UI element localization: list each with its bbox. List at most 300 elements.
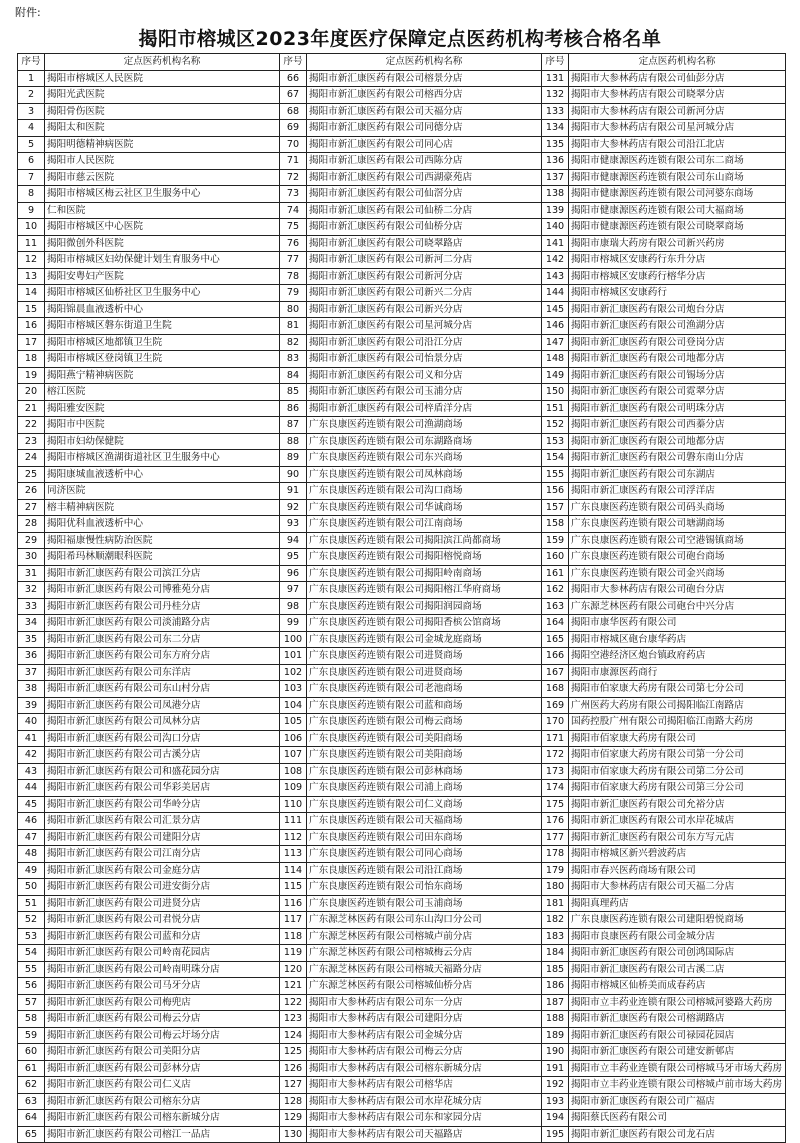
- institution-name: 广东良康医药连锁有限公司塘湖商场: [569, 516, 786, 533]
- row-number: 13: [18, 268, 45, 285]
- institution-name: 揭阳市新汇康医药有限公司明珠分店: [569, 400, 786, 417]
- institution-name: 广东良康医药连锁有限公司浦上商场: [307, 780, 542, 797]
- row-number: 127: [280, 1077, 307, 1094]
- institution-name: 揭阳市人民医院: [45, 153, 280, 170]
- row-number: 73: [280, 186, 307, 203]
- row-number: 77: [280, 252, 307, 269]
- institution-name: 揭阳市榕城区中心医院: [45, 219, 280, 236]
- row-number: 152: [542, 417, 569, 434]
- institution-name: 揭阳市大参林药店有限公司新河分店: [569, 103, 786, 120]
- row-number: 56: [18, 978, 45, 995]
- header-name: 定点医药机构名称: [45, 54, 280, 71]
- institution-name: 广东良康医药连锁有限公司仁义商场: [307, 796, 542, 813]
- row-number: 66: [280, 70, 307, 87]
- row-number: 10: [18, 219, 45, 236]
- row-number: 19: [18, 367, 45, 384]
- table-row: [18, 912, 786, 929]
- row-number: 75: [280, 219, 307, 236]
- institution-name: 广东良康医药连锁有限公司渔湖商场: [307, 417, 542, 434]
- institution-name: 广东良康医药连锁有限公司揭阳榕悦商场: [307, 549, 542, 566]
- row-number: 187: [542, 994, 569, 1011]
- row-number: 175: [542, 796, 569, 813]
- table-row: [18, 136, 786, 153]
- institution-name: 揭阳市新汇康医药有限公司蓝和分店: [45, 928, 280, 945]
- table-row: [18, 681, 786, 698]
- institution-name: 揭阳市新汇康医药有限公司玉浦分店: [307, 384, 542, 401]
- row-number: 142: [542, 252, 569, 269]
- institution-name: 广东良康医药连锁有限公司建阳碧悦商场: [569, 912, 786, 929]
- institution-name: 揭阳康城血液透析中心: [45, 466, 280, 483]
- row-number: 157: [542, 499, 569, 516]
- row-number: 3: [18, 103, 45, 120]
- institution-name: 揭阳市大参林药店有限公司东一分店: [307, 994, 542, 1011]
- row-number: 94: [280, 532, 307, 549]
- row-number: 20: [18, 384, 45, 401]
- row-number: 155: [542, 466, 569, 483]
- institution-name: 揭阳市大参林药店有限公司星河城分店: [569, 120, 786, 137]
- institution-name: 揭阳市春兴医药商场有限公司: [569, 862, 786, 879]
- institution-name: 揭阳市新汇康医药有限公司广福店: [569, 1093, 786, 1110]
- table-row: [18, 714, 786, 731]
- qualified-institutions-table: [17, 53, 786, 1143]
- row-number: 102: [280, 664, 307, 681]
- institution-name: 揭阳市榕城区安康药行: [569, 285, 786, 302]
- institution-name: 揭阳市健康源医药连锁有限公司晓翠商场: [569, 219, 786, 236]
- institution-name: 揭阳市新汇康医药有限公司东方府分店: [45, 648, 280, 665]
- table-row: [18, 384, 786, 401]
- row-number: 38: [18, 681, 45, 698]
- row-number: 137: [542, 169, 569, 186]
- table-row: [18, 697, 786, 714]
- row-number: 41: [18, 730, 45, 747]
- row-number: 113: [280, 846, 307, 863]
- institution-name: 广东良康医药连锁有限公司美阳商场: [307, 730, 542, 747]
- table-row: [18, 1060, 786, 1077]
- institution-name: 广东良康医药连锁有限公司东湖路商场: [307, 433, 542, 450]
- row-number: 85: [280, 384, 307, 401]
- row-number: 12: [18, 252, 45, 269]
- table-row: [18, 367, 786, 384]
- table-row: [18, 532, 786, 549]
- table-row: [18, 202, 786, 219]
- institution-name: 揭阳市新汇康医药有限公司新河二分店: [307, 252, 542, 269]
- table-row: [18, 994, 786, 1011]
- row-number: 118: [280, 928, 307, 945]
- row-number: 162: [542, 582, 569, 599]
- row-number: 32: [18, 582, 45, 599]
- row-number: 191: [542, 1060, 569, 1077]
- institution-name: 揭阳市新汇康医药有限公司登岗分店: [569, 334, 786, 351]
- table-row: [18, 648, 786, 665]
- row-number: 104: [280, 697, 307, 714]
- table-row: [18, 813, 786, 830]
- row-number: 45: [18, 796, 45, 813]
- institution-name: 揭阳市新汇康医药有限公司西陈分店: [307, 153, 542, 170]
- row-number: 136: [542, 153, 569, 170]
- row-number: 18: [18, 351, 45, 368]
- row-number: 141: [542, 235, 569, 252]
- row-number: 11: [18, 235, 45, 252]
- row-number: 114: [280, 862, 307, 879]
- row-number: 146: [542, 318, 569, 335]
- table-row: [18, 499, 786, 516]
- institution-name: 揭阳市佰家康大药房有限公司第一分公司: [569, 747, 786, 764]
- row-number: 166: [542, 648, 569, 665]
- table-row: [18, 1044, 786, 1061]
- institution-name: 揭阳市榕城区砲台康华药店: [569, 631, 786, 648]
- row-number: 14: [18, 285, 45, 302]
- institution-name: 揭阳市康源医药商行: [569, 664, 786, 681]
- institution-name: 揭阳市榕城区安康药行榕华分店: [569, 268, 786, 285]
- row-number: 117: [280, 912, 307, 929]
- institution-name: 揭阳市新汇康医药有限公司进贤分店: [45, 895, 280, 912]
- institution-name: 广东源芝林医药有限公司砲台中兴分店: [569, 598, 786, 615]
- row-number: 91: [280, 483, 307, 500]
- institution-name: 揭阳市健康源医药连锁有限公司东二商场: [569, 153, 786, 170]
- row-number: 173: [542, 763, 569, 780]
- institution-name: 揭阳市新汇康医药有限公司彭林分店: [45, 1060, 280, 1077]
- institution-name: 揭阳市新汇康医药有限公司仙滘分店: [307, 186, 542, 203]
- institution-name: 揭阳市佰家康大药房有限公司第二分公司: [569, 763, 786, 780]
- table-row: [18, 1077, 786, 1094]
- row-number: 129: [280, 1110, 307, 1127]
- institution-name: 揭阳空港经济区炮台镇政府药店: [569, 648, 786, 665]
- institution-name: 揭阳市新汇康医药有限公司东山村分店: [45, 681, 280, 698]
- institution-name: 揭阳市大参林药店有限公司晓翠分店: [569, 87, 786, 104]
- row-number: 82: [280, 334, 307, 351]
- table-row: [18, 598, 786, 615]
- institution-name: 广东良康医药连锁有限公司揭阳榕江华府商场: [307, 582, 542, 599]
- row-number: 64: [18, 1110, 45, 1127]
- institution-name: 广东良康医药连锁有限公司天福商场: [307, 813, 542, 830]
- row-number: 122: [280, 994, 307, 1011]
- row-number: 98: [280, 598, 307, 615]
- institution-name: 揭阳市新汇康医药有限公司建安新邨店: [569, 1044, 786, 1061]
- row-number: 164: [542, 615, 569, 632]
- institution-name: 揭阳市大参林药店有限公司榕东新城分店: [307, 1060, 542, 1077]
- table-row: [18, 1110, 786, 1127]
- row-number: 100: [280, 631, 307, 648]
- institution-name: 揭阳安粤妇产医院: [45, 268, 280, 285]
- institution-name: 广东良康医药连锁有限公司华诚商场: [307, 499, 542, 516]
- table-row: [18, 961, 786, 978]
- row-number: 108: [280, 763, 307, 780]
- institution-name: 广东良康医药连锁有限公司凤林商场: [307, 466, 542, 483]
- institution-name: 揭阳市新汇康医药有限公司江南分店: [45, 846, 280, 863]
- row-number: 178: [542, 846, 569, 863]
- institution-name: 揭阳市大参林药店有限公司榕华店: [307, 1077, 542, 1094]
- row-number: 116: [280, 895, 307, 912]
- institution-name: 揭阳市大参林药店有限公司沿江北店: [569, 136, 786, 153]
- institution-name: 揭阳市新汇康医药有限公司义和分店: [307, 367, 542, 384]
- row-number: 39: [18, 697, 45, 714]
- row-number: 67: [280, 87, 307, 104]
- row-number: 26: [18, 483, 45, 500]
- row-number: 120: [280, 961, 307, 978]
- row-number: 134: [542, 120, 569, 137]
- row-number: 49: [18, 862, 45, 879]
- institution-name: 广东良康医药连锁有限公司码头商场: [569, 499, 786, 516]
- institution-name: 揭阳市康华医药有限公司: [569, 615, 786, 632]
- row-number: 80: [280, 301, 307, 318]
- institution-name: 揭阳市新汇康医药有限公司和盛花园分店: [45, 763, 280, 780]
- institution-name: 广东源芝林医药有限公司榕城仙桥分店: [307, 978, 542, 995]
- table-row: [18, 169, 786, 186]
- row-number: 74: [280, 202, 307, 219]
- row-number: 107: [280, 747, 307, 764]
- row-number: 177: [542, 829, 569, 846]
- institution-name: 揭阳市榕城区妇幼保健计划生育服务中心: [45, 252, 280, 269]
- institution-name: 揭阳市新汇康医药有限公司水岸花城店: [569, 813, 786, 830]
- row-number: 24: [18, 450, 45, 467]
- row-number: 119: [280, 945, 307, 962]
- row-number: 144: [542, 285, 569, 302]
- row-number: 70: [280, 136, 307, 153]
- institution-name: 揭阳市新汇康医药有限公司新河分店: [307, 268, 542, 285]
- row-number: 59: [18, 1027, 45, 1044]
- table-row: [18, 1126, 786, 1143]
- institution-name: 广东良康医药连锁有限公司江南商场: [307, 516, 542, 533]
- institution-name: 揭阳市新汇康医药有限公司凤港分店: [45, 697, 280, 714]
- institution-name: 揭阳市新汇康医药有限公司岭南花园店: [45, 945, 280, 962]
- row-number: 42: [18, 747, 45, 764]
- institution-name: 揭阳市新汇康医药有限公司地都分店: [569, 351, 786, 368]
- table-row: [18, 1093, 786, 1110]
- institution-name: 揭阳市良康医药有限公司金城分店: [569, 928, 786, 945]
- institution-name: 揭阳市新汇康医药有限公司仙桥二分店: [307, 202, 542, 219]
- institution-name: 广东良康医药连锁有限公司进贤商场: [307, 664, 542, 681]
- table-row: [18, 1011, 786, 1028]
- header-name: 定点医药机构名称: [307, 54, 542, 71]
- institution-name: 揭阳市新汇康医药有限公司美阳分店: [45, 1044, 280, 1061]
- table-row: [18, 219, 786, 236]
- institution-name: 揭阳市大参林药店有限公司天福二分店: [569, 879, 786, 896]
- institution-name: 榕江医院: [45, 384, 280, 401]
- institution-name: 揭阳燕宁精神病医院: [45, 367, 280, 384]
- institution-name: 揭阳市立丰药业连锁有限公司榕城马牙市场大药房: [569, 1060, 786, 1077]
- header-no: 序号: [18, 54, 45, 71]
- institution-name: 揭阳市新汇康医药有限公司古溪二店: [569, 961, 786, 978]
- institution-name: 揭阳锦晨血液透析中心: [45, 301, 280, 318]
- row-number: 81: [280, 318, 307, 335]
- institution-name: 揭阳市榕城区仙桥社区卫生服务中心: [45, 285, 280, 302]
- institution-name: 揭阳市新汇康医药有限公司东洋店: [45, 664, 280, 681]
- institution-name: 广东良康医药连锁有限公司沟口商场: [307, 483, 542, 500]
- row-number: 27: [18, 499, 45, 516]
- row-number: 99: [280, 615, 307, 632]
- row-number: 7: [18, 169, 45, 186]
- table-row: [18, 895, 786, 912]
- institution-name: 广东良康医药连锁有限公司怡东商场: [307, 879, 542, 896]
- institution-name: 揭阳市榕城区地都镇卫生院: [45, 334, 280, 351]
- page-title: 揭阳市榕城区2023年度医疗保障定点医药机构考核合格名单: [138, 28, 662, 50]
- row-number: 71: [280, 153, 307, 170]
- table-row: [18, 103, 786, 120]
- institution-name: 揭阳市大参林药店有限公司仙彭分店: [569, 70, 786, 87]
- row-number: 31: [18, 565, 45, 582]
- row-number: 33: [18, 598, 45, 615]
- institution-name: 揭阳雅安医院: [45, 400, 280, 417]
- table-row: [18, 846, 786, 863]
- row-number: 92: [280, 499, 307, 516]
- row-number: 167: [542, 664, 569, 681]
- row-number: 48: [18, 846, 45, 863]
- institution-name: 揭阳市新汇康医药有限公司博雅苑分店: [45, 582, 280, 599]
- row-number: 170: [542, 714, 569, 731]
- row-number: 78: [280, 268, 307, 285]
- row-number: 72: [280, 169, 307, 186]
- row-number: 179: [542, 862, 569, 879]
- institution-name: 揭阳骨伤医院: [45, 103, 280, 120]
- institution-name: 揭阳市新汇康医药有限公司东二分店: [45, 631, 280, 648]
- institution-name: 广东良康医药连锁有限公司东兴商场: [307, 450, 542, 467]
- table-body: [18, 70, 786, 1143]
- table-row: [18, 70, 786, 87]
- table-row: [18, 730, 786, 747]
- institution-name: 广东良康医药连锁有限公司金兴商场: [569, 565, 786, 582]
- row-number: 86: [280, 400, 307, 417]
- institution-name: 揭阳市新汇康医药有限公司华彩美居店: [45, 780, 280, 797]
- institution-name: 揭阳市新汇康医药有限公司华岭分店: [45, 796, 280, 813]
- row-number: 47: [18, 829, 45, 846]
- table-row: [18, 252, 786, 269]
- institution-name: 揭阳市新汇康医药有限公司淡浦路分店: [45, 615, 280, 632]
- row-number: 63: [18, 1093, 45, 1110]
- row-number: 60: [18, 1044, 45, 1061]
- row-number: 149: [542, 367, 569, 384]
- institution-name: 广东良康医药连锁有限公司揭阳滨江尚都商场: [307, 532, 542, 549]
- table-row: [18, 829, 786, 846]
- row-number: 154: [542, 450, 569, 467]
- row-number: 156: [542, 483, 569, 500]
- row-number: 158: [542, 516, 569, 533]
- institution-name: 揭阳市新汇康医药有限公司磐东南山分店: [569, 450, 786, 467]
- table-row: [18, 450, 786, 467]
- institution-name: 揭阳市大参林药店有限公司东和家园分店: [307, 1110, 542, 1127]
- row-number: 43: [18, 763, 45, 780]
- institution-name: 揭阳市新汇康医药有限公司沟口分店: [45, 730, 280, 747]
- institution-name: 揭阳市新汇康医药有限公司马牙分店: [45, 978, 280, 995]
- institution-name: 榕丰精神病医院: [45, 499, 280, 516]
- row-number: 165: [542, 631, 569, 648]
- row-number: 21: [18, 400, 45, 417]
- row-number: 171: [542, 730, 569, 747]
- institution-name: 同济医院: [45, 483, 280, 500]
- row-number: 58: [18, 1011, 45, 1028]
- institution-name: 揭阳市新汇康医药有限公司怡景分店: [307, 351, 542, 368]
- institution-name: 广东源芝林医药有限公司东山沟口分公司: [307, 912, 542, 929]
- table-row: [18, 285, 786, 302]
- institution-name: 揭阳市新汇康医药有限公司东湖店: [569, 466, 786, 483]
- row-number: 160: [542, 549, 569, 566]
- institution-name: 揭阳市新汇康医药有限公司沿江分店: [307, 334, 542, 351]
- row-number: 138: [542, 186, 569, 203]
- row-number: 53: [18, 928, 45, 945]
- institution-name: 揭阳蔡氏医药有限公司: [569, 1110, 786, 1127]
- institution-name: 揭阳市新汇康医药有限公司榕东新城分店: [45, 1110, 280, 1127]
- row-number: 35: [18, 631, 45, 648]
- institution-name: 揭阳市新汇康医药有限公司榕东分店: [45, 1093, 280, 1110]
- row-number: 186: [542, 978, 569, 995]
- row-number: 133: [542, 103, 569, 120]
- row-number: 110: [280, 796, 307, 813]
- row-number: 174: [542, 780, 569, 797]
- row-number: 126: [280, 1060, 307, 1077]
- table-row: [18, 301, 786, 318]
- header-name: 定点医药机构名称: [569, 54, 786, 71]
- institution-name: 揭阳市新汇康医药有限公司同德分店: [307, 120, 542, 137]
- institution-name: 揭阳市新汇康医药有限公司丹桂分店: [45, 598, 280, 615]
- table-row: [18, 334, 786, 351]
- table-row: [18, 153, 786, 170]
- institution-name: 揭阳市立丰药业连锁有限公司榕城河婆路大药房: [569, 994, 786, 1011]
- row-number: 105: [280, 714, 307, 731]
- institution-name: 揭阳市新汇康医药有限公司古溪分店: [45, 747, 280, 764]
- institution-name: 揭阳市健康源医药连锁有限公司东山商场: [569, 169, 786, 186]
- row-number: 55: [18, 961, 45, 978]
- row-number: 51: [18, 895, 45, 912]
- institution-name: 广东良康医药连锁有限公司梅云商场: [307, 714, 542, 731]
- row-number: 150: [542, 384, 569, 401]
- row-number: 131: [542, 70, 569, 87]
- institution-name: 揭阳优科血液透析中心: [45, 516, 280, 533]
- row-number: 29: [18, 532, 45, 549]
- institution-name: 揭阳市新汇康医药有限公司天福分店: [307, 103, 542, 120]
- row-number: 46: [18, 813, 45, 830]
- table-row: [18, 565, 786, 582]
- row-number: 109: [280, 780, 307, 797]
- institution-name: 广东良康医药连锁有限公司砲台商场: [569, 549, 786, 566]
- row-number: 112: [280, 829, 307, 846]
- row-number: 139: [542, 202, 569, 219]
- institution-name: 广东良康医药连锁有限公司蓝和商场: [307, 697, 542, 714]
- row-number: 161: [542, 565, 569, 582]
- institution-name: 揭阳市慈云医院: [45, 169, 280, 186]
- row-number: 37: [18, 664, 45, 681]
- row-number: 16: [18, 318, 45, 335]
- row-number: 90: [280, 466, 307, 483]
- row-number: 123: [280, 1011, 307, 1028]
- table-row: [18, 631, 786, 648]
- row-number: 169: [542, 697, 569, 714]
- row-number: 147: [542, 334, 569, 351]
- table-row: [18, 87, 786, 104]
- institution-name: 揭阳市佰家康大药房有限公司: [569, 730, 786, 747]
- table-row: [18, 879, 786, 896]
- row-number: 140: [542, 219, 569, 236]
- row-number: 183: [542, 928, 569, 945]
- institution-name: 揭阳市新汇康医药有限公司滨江分店: [45, 565, 280, 582]
- institution-name: 揭阳市新汇康医药有限公司地都分店: [569, 433, 786, 450]
- row-number: 189: [542, 1027, 569, 1044]
- row-number: 89: [280, 450, 307, 467]
- institution-name: 揭阳市新汇康医药有限公司汇景分店: [45, 813, 280, 830]
- institution-name: 揭阳市妇幼保健院: [45, 433, 280, 450]
- row-number: 9: [18, 202, 45, 219]
- row-number: 163: [542, 598, 569, 615]
- row-number: 115: [280, 879, 307, 896]
- table-row: [18, 120, 786, 137]
- row-number: 128: [280, 1093, 307, 1110]
- institution-name: 揭阳太和医院: [45, 120, 280, 137]
- row-number: 88: [280, 433, 307, 450]
- row-number: 101: [280, 648, 307, 665]
- row-number: 194: [542, 1110, 569, 1127]
- institution-name: 揭阳市新汇康医药有限公司金庭分店: [45, 862, 280, 879]
- row-number: 79: [280, 285, 307, 302]
- row-number: 15: [18, 301, 45, 318]
- row-number: 83: [280, 351, 307, 368]
